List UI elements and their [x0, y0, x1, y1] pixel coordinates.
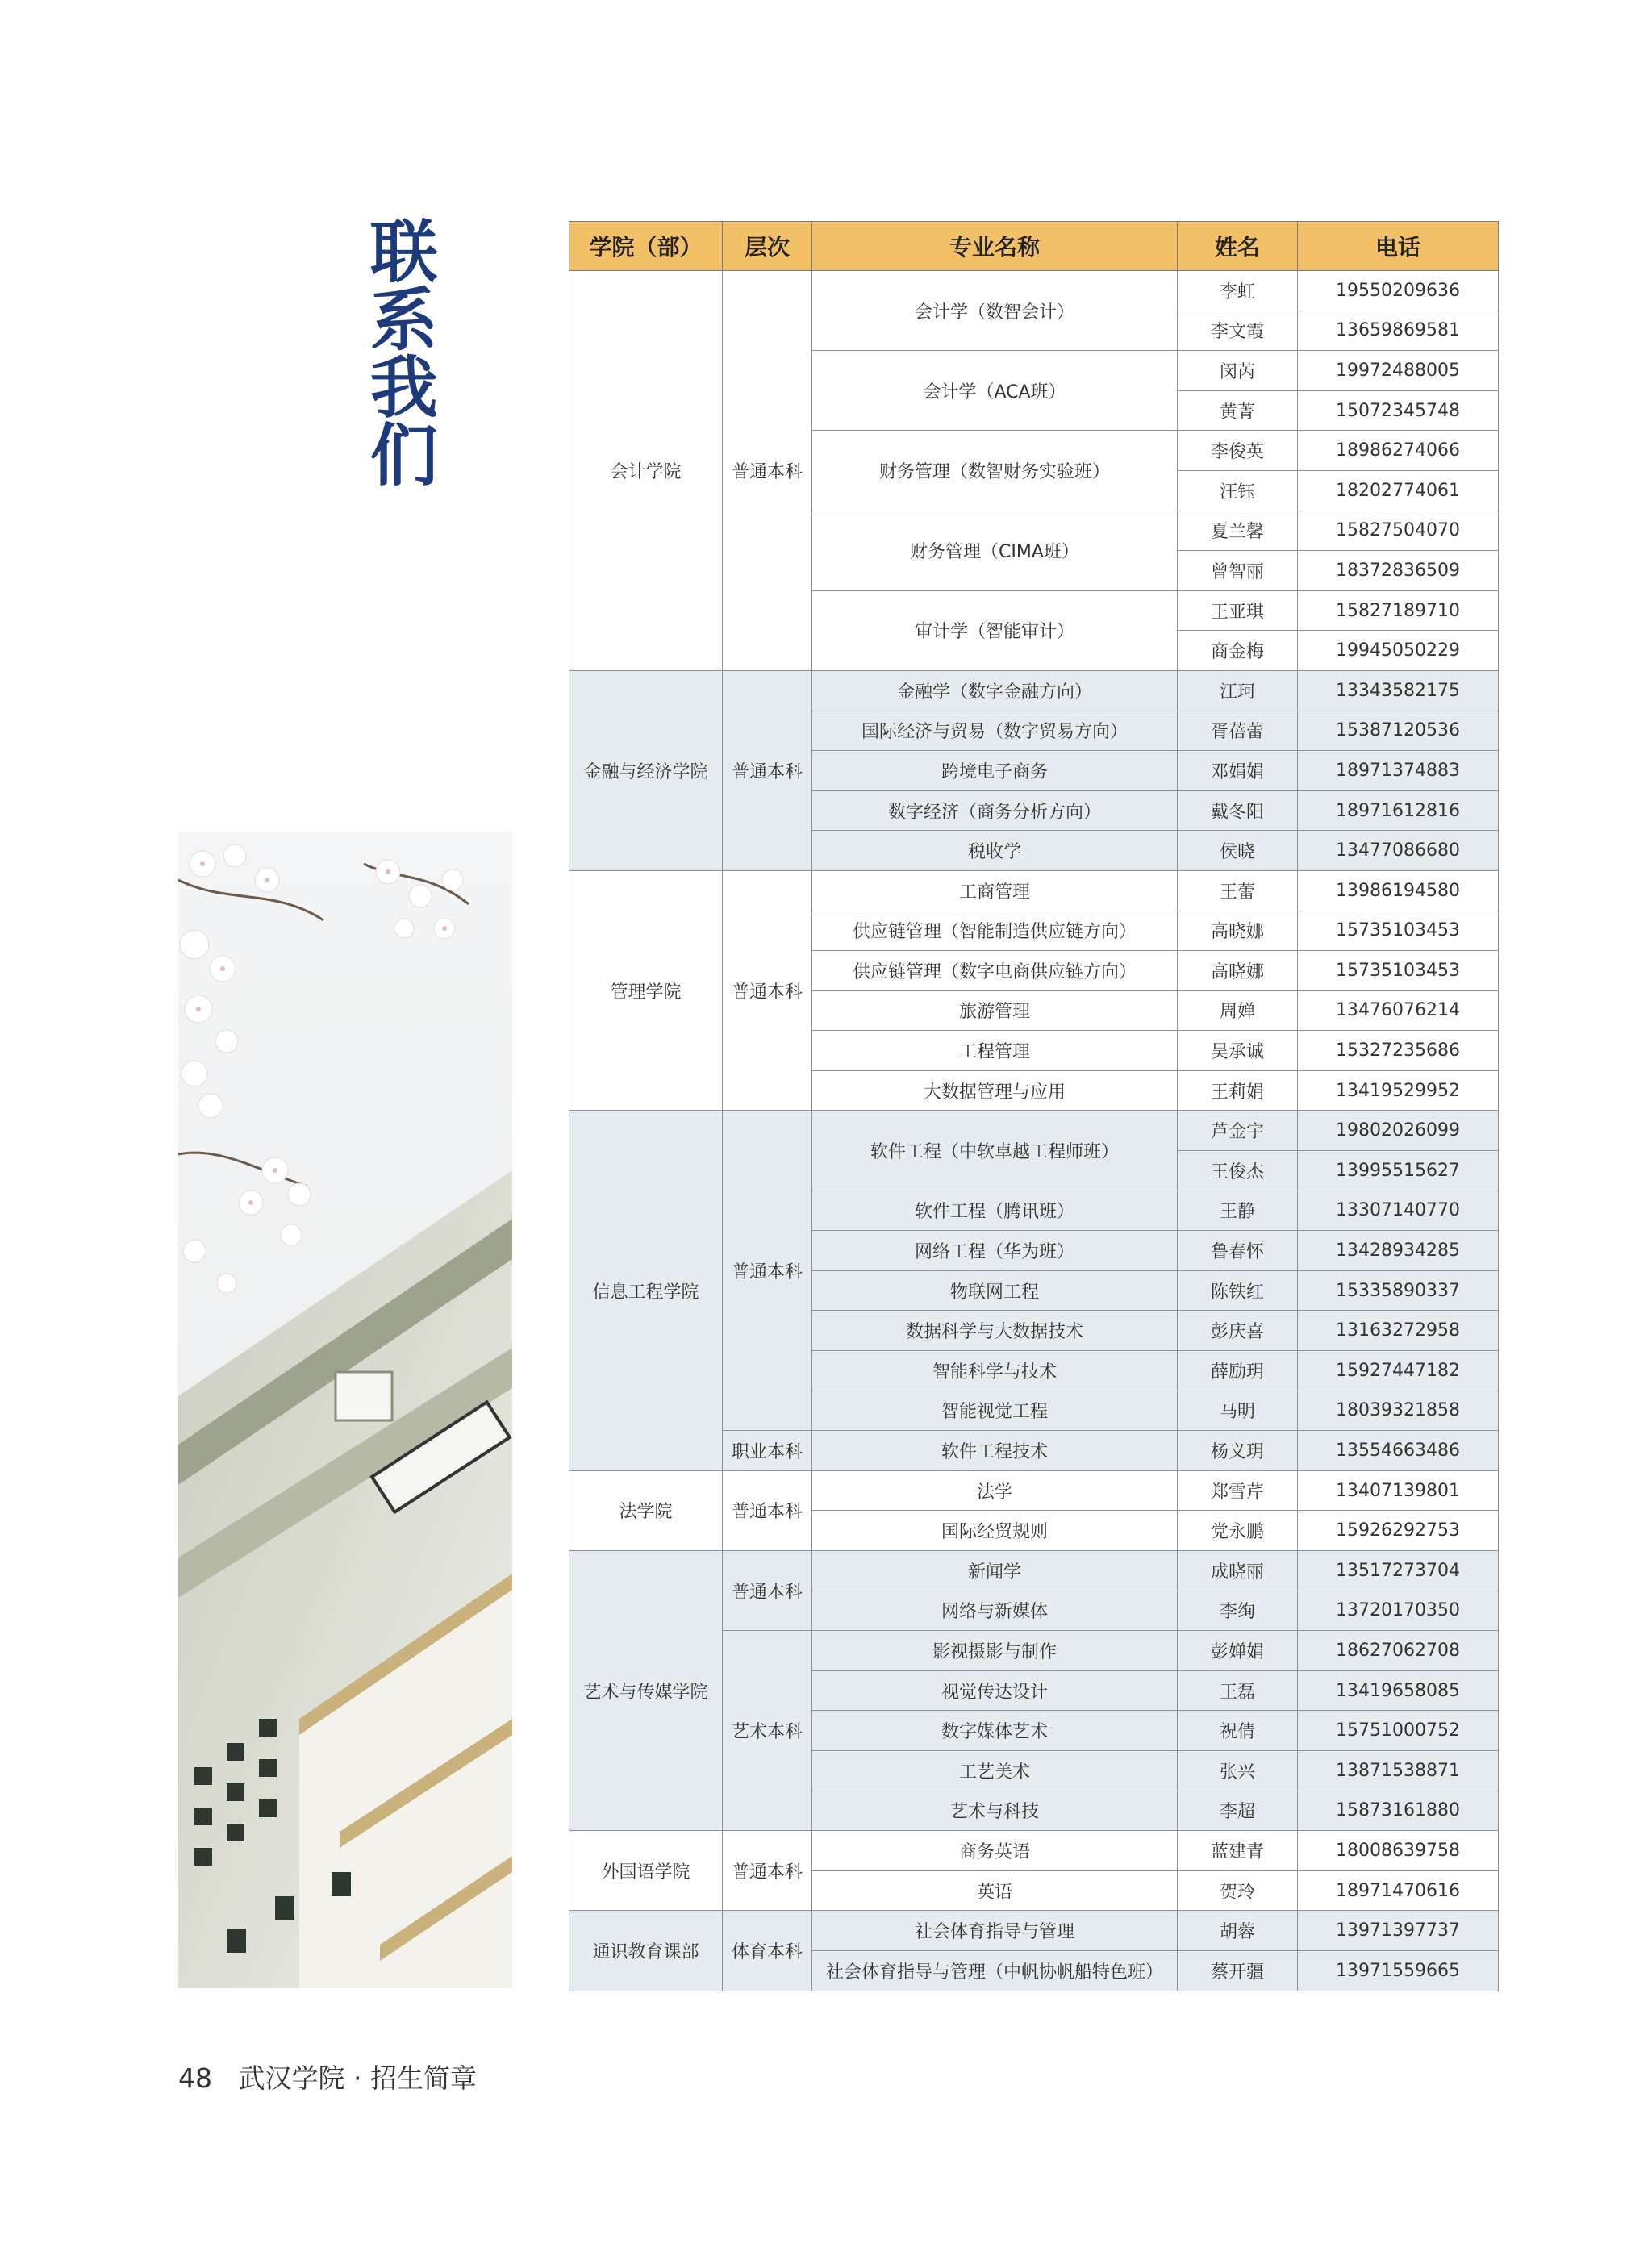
- column-header-level: 层次: [723, 222, 812, 271]
- table-body: [569, 271, 1499, 1991]
- contact-name-cell: 杨义玥: [1178, 1431, 1298, 1471]
- level-cell: 普通本科: [723, 1470, 812, 1550]
- major-cell: 审计学（智能审计）: [812, 590, 1178, 670]
- level-cell: 普通本科: [723, 1551, 812, 1631]
- major-cell: 社会体育指导与管理: [812, 1911, 1178, 1951]
- college-cell: 法学院: [569, 1470, 723, 1550]
- table-row: [569, 670, 1499, 711]
- contact-name-cell: 胥蓓蕾: [1178, 711, 1298, 751]
- level-cell: 普通本科: [723, 1831, 812, 1911]
- contact-name-cell: 彭婵娟: [1178, 1631, 1298, 1671]
- contact-phone-cell: 18971374883: [1298, 751, 1499, 791]
- contact-phone-cell: 15335890337: [1298, 1270, 1499, 1311]
- major-cell: 影视摄影与制作: [812, 1631, 1178, 1671]
- contact-name-cell: 李超: [1178, 1791, 1298, 1831]
- major-cell: 工程管理: [812, 1031, 1178, 1071]
- level-cell: 普通本科: [723, 1111, 812, 1431]
- major-cell: 新闻学: [812, 1551, 1178, 1591]
- major-cell: 软件工程（中软卓越工程师班）: [812, 1111, 1178, 1191]
- level-cell: 普通本科: [723, 271, 812, 671]
- page-footer: [178, 2058, 477, 2095]
- column-header-name: 姓名: [1178, 222, 1298, 271]
- level-cell: 艺术本科: [723, 1631, 812, 1831]
- contact-name-cell: 吴承诚: [1178, 1031, 1298, 1071]
- major-cell: 视觉传达设计: [812, 1670, 1178, 1711]
- contact-name-cell: 王磊: [1178, 1670, 1298, 1711]
- major-cell: 供应链管理（数字电商供应链方向）: [812, 951, 1178, 991]
- contact-name-cell: 李虹: [1178, 271, 1298, 311]
- contact-phone-cell: 13477086680: [1298, 831, 1499, 871]
- contact-phone-cell: 13720170350: [1298, 1591, 1499, 1631]
- major-cell: 税收学: [812, 831, 1178, 871]
- contact-name-cell: 党永鹏: [1178, 1511, 1298, 1551]
- table-row: [569, 1551, 1499, 1591]
- contact-phone-cell: 15387120536: [1298, 711, 1499, 751]
- major-cell: 软件工程（腾讯班）: [812, 1191, 1178, 1231]
- contact-phone-cell: 15873161880: [1298, 1791, 1499, 1831]
- major-cell: 工艺美术: [812, 1750, 1178, 1791]
- college-cell: 会计学院: [569, 271, 723, 671]
- contact-phone-cell: 13476076214: [1298, 990, 1499, 1031]
- contact-table: [569, 221, 1499, 1991]
- level-cell: 职业本科: [723, 1431, 812, 1471]
- major-cell: 英语: [812, 1870, 1178, 1911]
- major-cell: 财务管理（数智财务实验班）: [812, 431, 1178, 511]
- college-cell: 艺术与传媒学院: [569, 1551, 723, 1831]
- major-cell: 网络与新媒体: [812, 1591, 1178, 1631]
- page-title: 联系我们: [359, 216, 439, 487]
- contact-name-cell: 李俊英: [1178, 431, 1298, 471]
- contact-phone-cell: 15327235686: [1298, 1031, 1499, 1071]
- major-cell: 大数据管理与应用: [812, 1070, 1178, 1111]
- level-cell: 普通本科: [723, 670, 812, 870]
- contact-name-cell: 高晓娜: [1178, 911, 1298, 951]
- contact-phone-cell: 13971559665: [1298, 1950, 1499, 1991]
- contact-name-cell: 彭庆喜: [1178, 1311, 1298, 1351]
- contact-phone-cell: 15751000752: [1298, 1711, 1499, 1751]
- major-cell: 商务英语: [812, 1831, 1178, 1871]
- major-cell: 艺术与科技: [812, 1791, 1178, 1831]
- major-cell: 数字媒体艺术: [812, 1711, 1178, 1751]
- contact-phone-cell: 13971397737: [1298, 1911, 1499, 1951]
- contact-phone-cell: 18202774061: [1298, 470, 1499, 511]
- contact-name-cell: 王静: [1178, 1191, 1298, 1231]
- contact-name-cell: 高晓娜: [1178, 951, 1298, 991]
- major-cell: 会计学（ACA班）: [812, 351, 1178, 431]
- contact-phone-cell: 13554663486: [1298, 1431, 1499, 1471]
- major-cell: 工商管理: [812, 870, 1178, 911]
- contact-name-cell: 王蕾: [1178, 870, 1298, 911]
- level-cell: 体育本科: [723, 1911, 812, 1991]
- column-header-college: 学院（部）: [569, 222, 723, 271]
- contact-name-cell: 胡蓉: [1178, 1911, 1298, 1951]
- major-cell: 供应链管理（智能制造供应链方向）: [812, 911, 1178, 951]
- table-row: [569, 1831, 1499, 1871]
- contact-name-cell: 薛励玥: [1178, 1351, 1298, 1391]
- contact-phone-cell: 19945050229: [1298, 631, 1499, 671]
- contact-name-cell: 芦金宇: [1178, 1111, 1298, 1151]
- contact-name-cell: 闵芮: [1178, 351, 1298, 391]
- major-cell: 跨境电子商务: [812, 751, 1178, 791]
- contact-phone-cell: 15927447182: [1298, 1351, 1499, 1391]
- contact-phone-cell: 15827504070: [1298, 511, 1499, 551]
- college-cell: 管理学院: [569, 870, 723, 1111]
- campus-photo: [178, 832, 512, 1988]
- contact-phone-cell: 13871538871: [1298, 1750, 1499, 1791]
- contact-phone-cell: 13163272958: [1298, 1311, 1499, 1351]
- major-cell: 数字经济（商务分析方向）: [812, 790, 1178, 831]
- contact-name-cell: 祝倩: [1178, 1711, 1298, 1751]
- contact-phone-cell: 13419658085: [1298, 1670, 1499, 1711]
- contact-phone-cell: 18627062708: [1298, 1631, 1499, 1671]
- contact-name-cell: 曾智丽: [1178, 551, 1298, 591]
- contact-name-cell: 张兴: [1178, 1750, 1298, 1791]
- major-cell: 数据科学与大数据技术: [812, 1311, 1178, 1351]
- contact-phone-cell: 19972488005: [1298, 351, 1499, 391]
- contact-phone-cell: 19550209636: [1298, 271, 1499, 311]
- contact-name-cell: 戴冬阳: [1178, 790, 1298, 831]
- major-cell: 法学: [812, 1470, 1178, 1511]
- major-cell: 国际经贸规则: [812, 1511, 1178, 1551]
- contact-name-cell: 贺玲: [1178, 1870, 1298, 1911]
- contact-phone-cell: 13307140770: [1298, 1191, 1499, 1231]
- contact-name-cell: 蔡开疆: [1178, 1950, 1298, 1991]
- contact-name-cell: 马明: [1178, 1391, 1298, 1431]
- publication-title: 武汉学院 · 招生简章: [238, 2062, 477, 2094]
- contact-name-cell: 鲁春怀: [1178, 1231, 1298, 1271]
- contact-phone-cell: 15926292753: [1298, 1511, 1499, 1551]
- contact-phone-cell: 15735103453: [1298, 911, 1499, 951]
- table-header-row: [569, 222, 1499, 271]
- table-row: [569, 271, 1499, 311]
- major-cell: 财务管理（CIMA班）: [812, 511, 1178, 590]
- contact-phone-cell: 15072345748: [1298, 390, 1499, 431]
- contact-phone-cell: 18971470616: [1298, 1870, 1499, 1911]
- contact-name-cell: 陈铁红: [1178, 1270, 1298, 1311]
- contact-phone-cell: 19802026099: [1298, 1111, 1499, 1151]
- contact-phone-cell: 15735103453: [1298, 951, 1499, 991]
- contact-phone-cell: 13407139801: [1298, 1470, 1499, 1511]
- contact-name-cell: 邓娟娟: [1178, 751, 1298, 791]
- contact-name-cell: 王俊杰: [1178, 1151, 1298, 1191]
- college-cell: 外国语学院: [569, 1831, 723, 1911]
- major-cell: 软件工程技术: [812, 1431, 1178, 1471]
- major-cell: 旅游管理: [812, 990, 1178, 1031]
- contact-name-cell: 江珂: [1178, 670, 1298, 711]
- contact-name-cell: 成晓丽: [1178, 1551, 1298, 1591]
- contact-name-cell: 王亚琪: [1178, 590, 1298, 631]
- column-header-major: 专业名称: [812, 222, 1178, 271]
- contact-name-cell: 夏兰馨: [1178, 511, 1298, 551]
- level-cell: 普通本科: [723, 870, 812, 1111]
- contact-phone-cell: 13419529952: [1298, 1070, 1499, 1111]
- table-row: [569, 1470, 1499, 1511]
- contact-phone-cell: 18008639758: [1298, 1831, 1499, 1871]
- college-cell: 信息工程学院: [569, 1111, 723, 1470]
- contact-phone-cell: 13986194580: [1298, 870, 1499, 911]
- contact-name-cell: 李文霞: [1178, 311, 1298, 351]
- table-row: [569, 870, 1499, 911]
- contact-phone-cell: 18971612816: [1298, 790, 1499, 831]
- contact-phone-cell: 13517273704: [1298, 1551, 1499, 1591]
- contact-name-cell: 汪钰: [1178, 470, 1298, 511]
- contact-name-cell: 李绚: [1178, 1591, 1298, 1631]
- contact-name-cell: 商金梅: [1178, 631, 1298, 671]
- major-cell: 会计学（数智会计）: [812, 271, 1178, 351]
- contact-phone-cell: 18986274066: [1298, 431, 1499, 471]
- college-cell: 金融与经济学院: [569, 670, 723, 870]
- contact-phone-cell: 13995515627: [1298, 1151, 1499, 1191]
- contact-phone-cell: 15827189710: [1298, 590, 1499, 631]
- contact-name-cell: 周婵: [1178, 990, 1298, 1031]
- page-number: 48: [178, 2062, 212, 2094]
- table-row: [569, 1911, 1499, 1951]
- contact-name-cell: 黄菁: [1178, 390, 1298, 431]
- contact-name-cell: 王莉娟: [1178, 1070, 1298, 1111]
- major-cell: 智能视觉工程: [812, 1391, 1178, 1431]
- contact-phone-cell: 18372836509: [1298, 551, 1499, 591]
- major-cell: 物联网工程: [812, 1270, 1178, 1311]
- contact-name-cell: 郑雪芹: [1178, 1470, 1298, 1511]
- major-cell: 社会体育指导与管理（中帆协帆船特色班）: [812, 1950, 1178, 1991]
- column-header-phone: 电话: [1298, 222, 1499, 271]
- contact-phone-cell: 18039321858: [1298, 1391, 1499, 1431]
- major-cell: 国际经济与贸易（数字贸易方向）: [812, 711, 1178, 751]
- major-cell: 智能科学与技术: [812, 1351, 1178, 1391]
- college-cell: 通识教育课部: [569, 1911, 723, 1991]
- major-cell: 网络工程（华为班）: [812, 1231, 1178, 1271]
- contact-phone-cell: 13659869581: [1298, 311, 1499, 351]
- table-row: [569, 1111, 1499, 1151]
- contact-name-cell: 蓝建青: [1178, 1831, 1298, 1871]
- contact-phone-cell: 13343582175: [1298, 670, 1499, 711]
- contact-name-cell: 侯晓: [1178, 831, 1298, 871]
- major-cell: 金融学（数字金融方向）: [812, 670, 1178, 711]
- contact-phone-cell: 13428934285: [1298, 1231, 1499, 1271]
